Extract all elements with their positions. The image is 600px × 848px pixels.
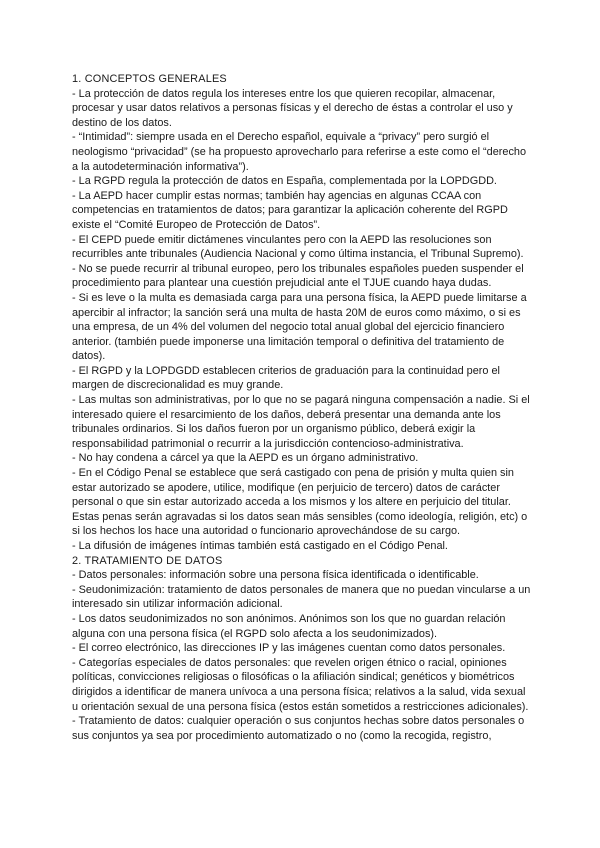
paragraph: - La RGPD regula la protección de datos en España, complementada por la LOPDGDD. xyxy=(72,175,497,188)
paragraph: - No se puede recurrir al tribunal europeo, pero los tribunales españoles pueden suspender el procedimiento para plantear una cuestión prejudicial ante el TJUE cuando haya dudas. xyxy=(72,262,524,290)
paragraph: - Tratamiento de datos: cualquier operación o sus conjuntos hechas sobre datos personales o sus conjuntos ya sea por procedimiento automatizado o no (como la recogida, registro, xyxy=(72,715,525,742)
paragraph: - En el Código Penal se establece que será castigado con pena de prisión y multa quien sin estar autorizado se apodere, utilice, modifique (en perjuicio de tercero) datos de carácter personal o que sin estar autorizado acceda a los mismos y los altere en perjuicio del titular. Estas penas serán agravadas si los datos sean más sensibles (como ideología, religión, etc) o si los hechos los hace una autoridad o funcionario aprovechándose de su cargo. xyxy=(72,467,528,538)
section-heading-conceptos-generales: 1. CONCEPTOS GENERALES xyxy=(72,73,227,85)
paragraph: - El CEPD puede emitir dictámenes vinculantes pero con la AEPD las resoluciones son recurribles ante tribunales (Audiencia Nacional y como última instancia, el Tribunal Supremo). xyxy=(72,233,524,261)
paragraph: - El RGPD y la LOPDGDD establecen criterios de graduación para la continuidad pero el margen de discrecionalidad es muy grande. xyxy=(72,364,500,392)
paragraph: - Seudonimización: tratamiento de datos personales de manera que no puedan vincularse a un interesado sin utilizar información adicional. xyxy=(72,583,531,611)
paragraph: - Las multas son administrativas, por lo que no se pagará ninguna compensación a nadie. Si el interesado quiere el resarcimiento de los daños, deberá presentar una demanda ante los tribunales ordinarios. Si los daños fueron por un organismo público, deberá exigir la responsabilidad patrimonial o recurrir a la jurisdicción contencioso-administrativa. xyxy=(72,394,530,450)
paragraph: - No hay condena a cárcel ya que la AEPD es un órgano administrativo. xyxy=(72,452,419,465)
paragraph: - El correo electrónico, las direcciones IP y las imágenes cuentan como datos personales. xyxy=(72,642,506,655)
paragraph: - La AEPD hacer cumplir estas normas; también hay agencias en algunas CCAA con competencias en tratamientos de datos; para garantizar la aplicación coherente del RGPD existe el “Comité Europeo de Protección de Datos”. xyxy=(72,189,508,231)
paragraph: - La difusión de imágenes íntimas también está castigado en el Código Penal. xyxy=(72,540,448,552)
section-heading-tratamiento-de-datos: 2. TRATAMIENTO DE DATOS xyxy=(72,554,223,567)
paragraph: - Categorías especiales de datos personales: que revelen origen étnico o racial, opiniones políticas, convicciones religiosas o filosóficas o la afiliación sindical; genéticos y biométricos dirigidos a identificar de manera unívoca a una persona física; relativos a la salud, vida sexual u orientación sexual de una persona física (estos están sometidos a restricciones adicionales). xyxy=(72,656,529,713)
document-page xyxy=(72,72,532,743)
paragraph: - Datos personales: información sobre una persona física identificada o identificable. xyxy=(72,569,479,582)
paragraph: - “Intimidad”: siempre usada en el Derecho español, equivale a “privacy” pero surgió el neologismo “privacidad” (se ha propuesto aprovecharlo para referirse a este como el “derecho a la autodeterminación informativa”). xyxy=(72,131,527,173)
paragraph: - La protección de datos regula los intereses entre los que quieren recopilar, almacenar, procesar y usar datos relativos a personas físicas y el derecho de éstas a controlar el uso y destino de los datos. xyxy=(72,87,513,129)
paragraph: - Los datos seudonimizados no son anónimos. Anónimos son los que no guardan relación alguna con una persona física (el RGPD solo afecta a los seudonimizados). xyxy=(72,612,506,640)
paragraph: - Si es leve o la multa es demasiada carga para una persona física, la AEPD puede limitarse a apercibir al infractor; la sanción será una multa de hasta 20M de euros como máximo, o si es una empresa, de un 4% del volumen del negocio total anual global del ejercicio financiero anterior. (también puede imponerse una limitación temporal o definitiva del tratamiento de datos). xyxy=(72,291,527,363)
